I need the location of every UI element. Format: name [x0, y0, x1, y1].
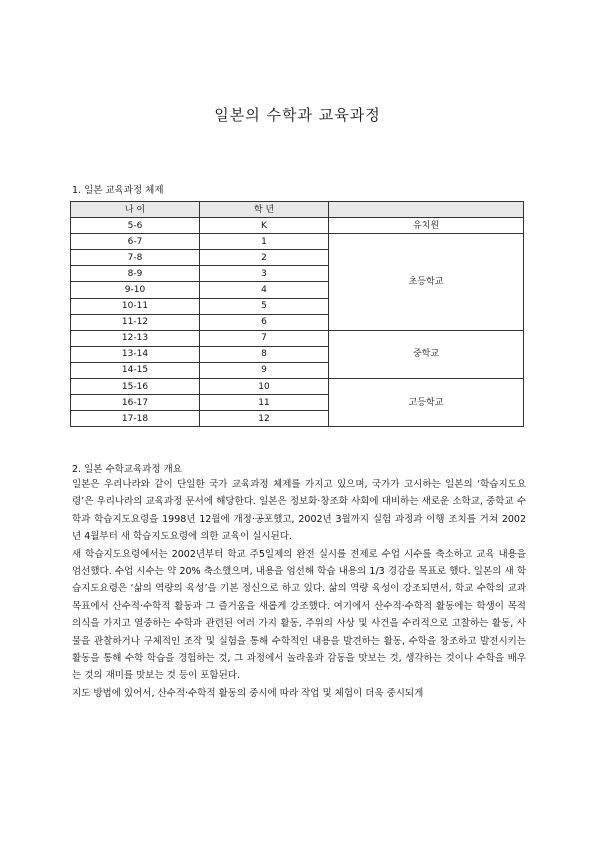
grade-cell: 9 [200, 362, 329, 378]
age-cell: 13-14 [71, 346, 200, 362]
grade-table [70, 201, 524, 427]
age-cell: 15-16 [71, 379, 200, 395]
section2-heading: 2. 일본 수학교육과정 개요 [72, 464, 182, 475]
age-cell: 14-15 [71, 362, 200, 378]
age-cell: 16-17 [71, 395, 200, 411]
table-row [71, 379, 524, 395]
table-row [71, 234, 524, 250]
age-cell: 8-9 [71, 266, 200, 282]
school-cell: 유치원 [329, 218, 524, 234]
paragraph: 지도 방법에 있어서, 산수적·수학적 활동의 중시에 따라 작업 및 체험이 더욱 중시되게 [72, 687, 424, 699]
age-cell: 12-13 [71, 330, 200, 346]
grade-cell: 10 [200, 379, 329, 395]
school-cell: 초등학교 [329, 234, 524, 331]
grade-cell: 6 [200, 314, 329, 330]
header-age: 나 이 [71, 202, 200, 218]
age-cell: 17-18 [71, 411, 200, 427]
grade-cell: 8 [200, 346, 329, 362]
age-cell: 6-7 [71, 234, 200, 250]
grade-cell: K [200, 218, 329, 234]
header-school [329, 202, 524, 218]
grade-cell: 4 [200, 282, 329, 298]
section1-heading: 1. 일본 교육과정 체제 [72, 185, 164, 196]
grade-cell: 11 [200, 395, 329, 411]
table-row [71, 218, 524, 234]
age-cell: 11-12 [71, 314, 200, 330]
paragraph: 일본은 우리나라와 같이 단일한 국가 교육과정 체제를 가지고 있으며, 국가가 고시하는 일본의 ‘학습지도요령’은 우리나라의 교육과정 문서에 해당한다. 일본은 정보화·창조화 사회에 대비하는 새로운 소학교, 중학교 수학과 학습지도요령을 1998년 12월에 개정·공포했고, 2002년 3월까지 실험 과정과 이행 조치를 거쳐 2002년 4월부터 새 학습지도요령에 의한 교육이 실시된다. [72, 479, 526, 543]
document-title: 일본의 수학과 교육과정 [214, 106, 381, 124]
grade-cell: 12 [200, 411, 329, 427]
age-cell: 7-8 [71, 250, 200, 266]
paragraph: 새 학습지도요령에서는 2002년부터 학교 주5일제의 완전 실시를 전제로 수업 시수를 축소하고 교육 내용을 엄선했다. 수업 시수는 약 20% 축소했으며, 내용을 엄선해 학습 내용의 1/3 경감을 목표로 했다. 일본의 새 학습지도요령은 ‘삶의 역량의 육성’을 기본 정신으로 하고 있다. 삶의 역량 육성이 강조되면서, 학교 수학의 교과 목표에서 산수적·수학적 활동과 그 즐거움을 새롭게 강조했다. 여기에서 산수적·수학적 활동에는 학생이 목적의식을 가지고 열중하는 수학과 관련된 여러 가지 활동, 주위의 사상 및 사건을 수리적으로 고찰하는 활동, 사물을 관찰하거나 구체적인 조작 및 실험을 통해 수학적인 내용을 발견하는 활동, 수학을 창조하고 발전시키는 활동을 통해 수학 학습을 경험하는 것, 그 과정에서 놀라움과 감동을 맛보는 것, 생각하는 것이나 수학을 배우는 것의 재미를 맛보는 것 등이 포함된다. [72, 548, 526, 682]
grade-cell: 5 [200, 298, 329, 314]
grade-cell: 7 [200, 330, 329, 346]
grade-cell: 3 [200, 266, 329, 282]
school-cell: 고등학교 [329, 379, 524, 427]
age-cell: 9-10 [71, 282, 200, 298]
age-cell: 5-6 [71, 218, 200, 234]
age-cell: 10-11 [71, 298, 200, 314]
grade-cell: 2 [200, 250, 329, 266]
grade-cell: 1 [200, 234, 329, 250]
section2-body [72, 476, 526, 702]
table-header-row [71, 202, 524, 218]
table-row [71, 330, 524, 346]
school-cell: 중학교 [329, 330, 524, 378]
header-grade: 학 년 [200, 202, 329, 218]
